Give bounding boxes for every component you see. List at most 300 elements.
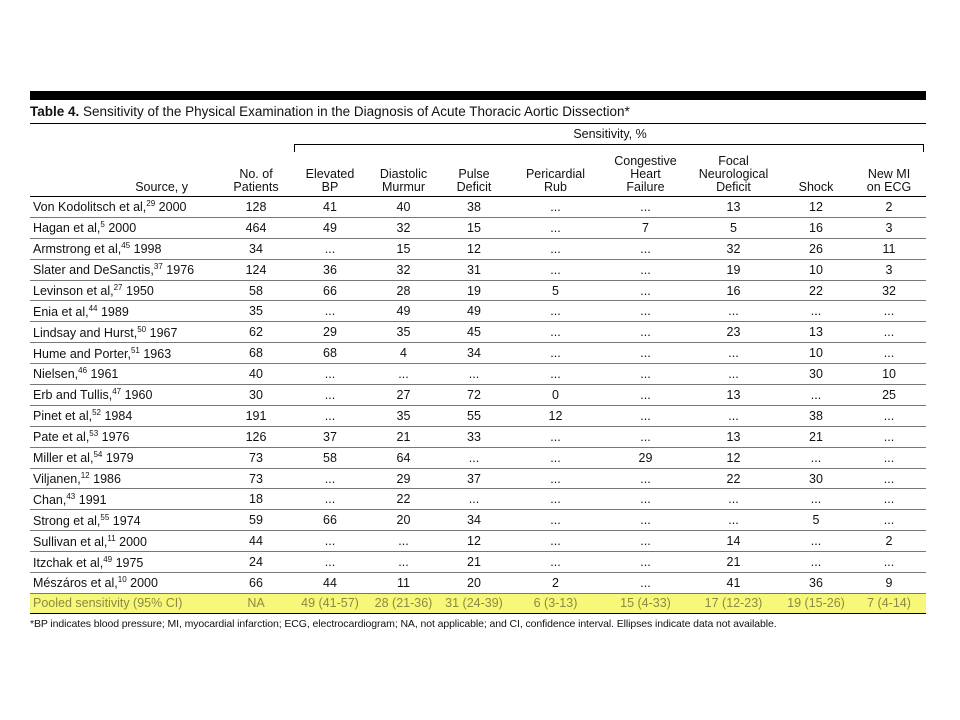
reference-number: 45	[121, 241, 131, 251]
table-footnote: *BP indicates blood pressure; MI, myocardial infarction; ECG, electrocardiogram; NA, not applicable; and CI, confidence interval. Ellipses indicate data not available.	[30, 617, 777, 630]
source-cell	[30, 468, 218, 489]
source-name: Hagan et al,	[33, 221, 101, 236]
source-cell	[30, 364, 218, 385]
value-cell: 29	[604, 447, 687, 468]
value-cell: 10	[780, 259, 852, 280]
value-cell: 73	[218, 447, 294, 468]
source-year: 1979	[102, 451, 134, 466]
value-cell: 191	[218, 405, 294, 426]
value-cell: ...	[604, 259, 687, 280]
column-header-line: Elevated	[305, 167, 355, 181]
source-cell	[30, 259, 218, 280]
column-header-line: Heart	[630, 167, 661, 181]
column-header	[366, 152, 441, 197]
value-cell: 21	[687, 552, 780, 573]
column-header-line: Failure	[626, 180, 665, 194]
value-cell: 22	[366, 489, 441, 510]
value-cell: 12	[441, 238, 507, 259]
value-cell: ...	[604, 531, 687, 552]
value-cell: ...	[604, 468, 687, 489]
value-cell: ...	[780, 447, 852, 468]
column-header-line: Focal	[718, 154, 749, 168]
table-row	[30, 531, 926, 552]
value-cell: 22	[687, 468, 780, 489]
value-cell: ...	[507, 322, 604, 343]
value-cell: 26	[780, 238, 852, 259]
value-cell: 13	[687, 385, 780, 406]
table-number: Table 4.	[30, 104, 80, 119]
value-cell: ...	[604, 343, 687, 364]
source-cell	[30, 426, 218, 447]
value-cell: ...	[294, 301, 366, 322]
value-cell: ...	[507, 217, 604, 238]
source-name: Hume and Porter,	[33, 346, 131, 361]
value-cell: 2	[852, 531, 926, 552]
value-cell: 73	[218, 468, 294, 489]
value-cell: 72	[441, 385, 507, 406]
value-cell: ...	[604, 510, 687, 531]
column-header-line: Patients	[233, 180, 279, 194]
value-cell: 32	[852, 280, 926, 301]
value-cell: 58	[218, 280, 294, 301]
column-header-line: Shock	[798, 180, 834, 194]
value-cell: ...	[294, 364, 366, 385]
value-cell: 58	[294, 447, 366, 468]
pooled-row	[30, 593, 926, 613]
value-cell: 24	[218, 552, 294, 573]
value-cell: 124	[218, 259, 294, 280]
source-name: Strong et al,	[33, 513, 101, 528]
value-cell: ...	[687, 301, 780, 322]
source-cell	[30, 343, 218, 364]
source-year: 1975	[112, 555, 144, 570]
table-row	[30, 489, 926, 510]
value-cell: 19	[441, 280, 507, 301]
value-cell: 19	[687, 259, 780, 280]
value-cell: ...	[507, 426, 604, 447]
column-header	[507, 152, 604, 197]
column-header	[852, 152, 926, 197]
value-cell: 13	[780, 322, 852, 343]
reference-number: 43	[66, 491, 76, 501]
value-cell: 36	[294, 259, 366, 280]
value-cell: ...	[604, 426, 687, 447]
source-year: 1976	[162, 263, 195, 278]
table-row	[30, 405, 926, 426]
pooled-value: 28 (21-36)	[366, 593, 441, 613]
value-cell: 21	[780, 426, 852, 447]
source-cell	[30, 531, 218, 552]
value-cell: 34	[441, 343, 507, 364]
value-cell: 41	[294, 197, 366, 218]
value-cell: ...	[441, 364, 507, 385]
value-cell: ...	[780, 489, 852, 510]
table-row	[30, 573, 926, 594]
value-cell: 126	[218, 426, 294, 447]
source-cell	[30, 405, 218, 426]
column-header	[687, 152, 780, 197]
value-cell: 68	[218, 343, 294, 364]
value-cell: ...	[780, 531, 852, 552]
pooled-value: NA	[218, 593, 294, 613]
source-year: 1991	[75, 492, 107, 507]
source-year: 2000	[126, 576, 158, 591]
sensitivity-table	[30, 124, 926, 614]
value-cell: ...	[507, 468, 604, 489]
source-name: Viljanen,	[33, 472, 81, 487]
value-cell: ...	[780, 385, 852, 406]
value-cell: 34	[441, 510, 507, 531]
pooled-label: Pooled sensitivity (95% CI)	[30, 593, 218, 613]
value-cell: ...	[604, 280, 687, 301]
pooled-value: 19 (15-26)	[780, 593, 852, 613]
value-cell: ...	[507, 197, 604, 218]
value-cell: ...	[852, 468, 926, 489]
value-cell: 3	[852, 217, 926, 238]
value-cell: 49	[294, 217, 366, 238]
value-cell: 29	[294, 322, 366, 343]
top-rule	[30, 91, 926, 100]
value-cell: 33	[441, 426, 507, 447]
source-name: Miller et al,	[33, 451, 94, 466]
value-cell: ...	[852, 447, 926, 468]
value-cell: ...	[507, 301, 604, 322]
value-cell: ...	[604, 364, 687, 385]
source-cell	[30, 280, 218, 301]
source-year: 2000	[115, 534, 147, 549]
value-cell: 31	[441, 259, 507, 280]
value-cell: ...	[294, 531, 366, 552]
value-cell: 66	[294, 280, 366, 301]
value-cell: ...	[852, 426, 926, 447]
source-name: Pinet et al,	[33, 409, 93, 424]
value-cell: 62	[218, 322, 294, 343]
value-cell: ...	[780, 301, 852, 322]
value-cell: ...	[604, 385, 687, 406]
value-cell: 464	[218, 217, 294, 238]
column-header-line: Source, y	[135, 180, 188, 194]
value-cell: 49	[441, 301, 507, 322]
value-cell: 37	[294, 426, 366, 447]
column-header-line: No. of	[239, 167, 273, 181]
source-cell	[30, 573, 218, 594]
source-year: 1986	[89, 472, 121, 487]
source-cell	[30, 197, 218, 218]
source-name: Chan,	[33, 492, 67, 507]
value-cell: 20	[366, 510, 441, 531]
table-body	[30, 197, 926, 614]
value-cell: ...	[294, 552, 366, 573]
table-row	[30, 197, 926, 218]
value-cell: 9	[852, 573, 926, 594]
source-name: Erb and Tullis,	[33, 388, 113, 403]
table-row	[30, 364, 926, 385]
table-row	[30, 280, 926, 301]
value-cell: 12	[441, 531, 507, 552]
value-cell: 128	[218, 197, 294, 218]
table-row	[30, 447, 926, 468]
value-cell: 41	[687, 573, 780, 594]
pooled-value: 15 (4-33)	[604, 593, 687, 613]
table-row	[30, 385, 926, 406]
column-header	[604, 152, 687, 197]
source-name: Armstrong et al,	[33, 242, 122, 257]
value-cell: ...	[604, 322, 687, 343]
source-cell	[30, 552, 218, 573]
value-cell: ...	[852, 405, 926, 426]
source-name: Sullivan et al,	[33, 534, 108, 549]
value-cell: 44	[294, 573, 366, 594]
reference-number: 50	[137, 324, 147, 334]
value-cell: 28	[366, 280, 441, 301]
value-cell: ...	[852, 489, 926, 510]
value-cell: 32	[366, 259, 441, 280]
value-cell: 13	[687, 426, 780, 447]
table-row	[30, 552, 926, 573]
pooled-value: 49 (41-57)	[294, 593, 366, 613]
table-row	[30, 217, 926, 238]
value-cell: 34	[218, 238, 294, 259]
value-cell: ...	[687, 489, 780, 510]
column-header-row	[30, 152, 926, 197]
source-cell	[30, 510, 218, 531]
column-header-line: Congestive	[614, 154, 677, 168]
value-cell: ...	[604, 238, 687, 259]
value-cell: ...	[687, 510, 780, 531]
value-cell: ...	[441, 447, 507, 468]
value-cell: ...	[507, 259, 604, 280]
value-cell: ...	[366, 531, 441, 552]
source-name: Slater and DeSanctis,	[33, 263, 154, 278]
source-name: Mészáros et al,	[33, 576, 118, 591]
reference-number: 49	[103, 554, 113, 564]
value-cell: ...	[507, 238, 604, 259]
value-cell: 4	[366, 343, 441, 364]
source-name: Lindsay and Hurst,	[33, 325, 138, 340]
value-cell: ...	[687, 343, 780, 364]
value-cell: 3	[852, 259, 926, 280]
value-cell: ...	[604, 489, 687, 510]
value-cell: ...	[507, 489, 604, 510]
value-cell: ...	[507, 343, 604, 364]
pooled-value: 6 (3-13)	[507, 593, 604, 613]
column-header-line: Deficit	[716, 180, 751, 194]
value-cell: ...	[294, 238, 366, 259]
table-row	[30, 426, 926, 447]
value-cell: ...	[852, 552, 926, 573]
column-header-line: Neurological	[698, 167, 769, 181]
source-cell	[30, 322, 218, 343]
source-year: 1960	[121, 388, 153, 403]
value-cell: ...	[852, 343, 926, 364]
source-name: Enia et al,	[33, 304, 89, 319]
value-cell: 2	[507, 573, 604, 594]
source-cell	[30, 238, 218, 259]
source-name: Von Kodolitsch et al,	[33, 200, 147, 215]
column-header	[294, 152, 366, 197]
table-row	[30, 510, 926, 531]
value-cell: ...	[604, 301, 687, 322]
value-cell: ...	[604, 197, 687, 218]
value-cell: ...	[780, 552, 852, 573]
reference-number: 53	[89, 429, 99, 439]
value-cell: ...	[687, 405, 780, 426]
reference-number: 55	[100, 512, 110, 522]
source-year: 2000	[104, 221, 137, 236]
value-cell: 35	[366, 322, 441, 343]
table-document	[30, 91, 926, 630]
reference-number: 47	[112, 387, 122, 397]
reference-number: 51	[130, 345, 140, 355]
source-year: 1950	[122, 284, 154, 299]
source-cell	[30, 489, 218, 510]
value-cell: 20	[441, 573, 507, 594]
column-header	[218, 152, 294, 197]
reference-number: 52	[92, 408, 101, 418]
value-cell: 22	[780, 280, 852, 301]
value-cell: 5	[687, 217, 780, 238]
value-cell: 12	[687, 447, 780, 468]
value-cell: 13	[687, 197, 780, 218]
source-name: Pate et al,	[33, 430, 90, 445]
column-header-line: Pulse	[458, 167, 490, 181]
value-cell: 12	[780, 197, 852, 218]
value-cell: 21	[441, 552, 507, 573]
value-cell: 12	[507, 405, 604, 426]
value-cell: ...	[441, 489, 507, 510]
value-cell: 2	[852, 197, 926, 218]
source-year: 1963	[139, 346, 172, 361]
reference-number: 29	[146, 199, 156, 209]
value-cell: 16	[780, 217, 852, 238]
value-cell: 44	[218, 531, 294, 552]
source-name: Levinson et al,	[33, 284, 114, 299]
column-header-line: Murmur	[381, 180, 426, 194]
value-cell: ...	[507, 531, 604, 552]
value-cell: 68	[294, 343, 366, 364]
column-header-line: Rub	[544, 180, 567, 194]
source-year: 2000	[155, 200, 187, 215]
reference-number: 12	[80, 470, 90, 480]
value-cell: 27	[366, 385, 441, 406]
table-row	[30, 343, 926, 364]
value-cell: 35	[366, 405, 441, 426]
value-cell: 30	[780, 468, 852, 489]
value-cell: 21	[366, 426, 441, 447]
value-cell: ...	[604, 405, 687, 426]
table-title	[30, 103, 926, 121]
value-cell: ...	[294, 489, 366, 510]
source-name: Nielsen,	[33, 367, 79, 382]
source-year: 1976	[98, 430, 130, 445]
value-cell: 10	[852, 364, 926, 385]
column-header-line: Diastolic	[379, 167, 428, 181]
value-cell: 36	[780, 573, 852, 594]
value-cell: 0	[507, 385, 604, 406]
value-cell: 30	[780, 364, 852, 385]
value-cell: 15	[441, 217, 507, 238]
source-cell	[30, 301, 218, 322]
pooled-value: 17 (12-23)	[687, 593, 780, 613]
value-cell: ...	[604, 552, 687, 573]
value-cell: ...	[366, 364, 441, 385]
value-cell: ...	[852, 510, 926, 531]
reference-number: 11	[107, 533, 116, 543]
value-cell: 49	[366, 301, 441, 322]
source-year: 1984	[100, 409, 133, 424]
value-cell: 35	[218, 301, 294, 322]
value-cell: 66	[294, 510, 366, 531]
value-cell: ...	[687, 364, 780, 385]
value-cell: 5	[780, 510, 852, 531]
column-header-line: Pericardial	[525, 167, 586, 181]
value-cell: 64	[366, 447, 441, 468]
value-cell: ...	[294, 468, 366, 489]
value-cell: 55	[441, 405, 507, 426]
value-cell: ...	[852, 301, 926, 322]
value-cell: 59	[218, 510, 294, 531]
value-cell: ...	[294, 405, 366, 426]
value-cell: 66	[218, 573, 294, 594]
value-cell: 25	[852, 385, 926, 406]
value-cell: ...	[507, 510, 604, 531]
table-row	[30, 468, 926, 489]
value-cell: 30	[218, 385, 294, 406]
reference-number: 46	[78, 366, 88, 376]
source-cell	[30, 385, 218, 406]
table-caption: Sensitivity of the Physical Examination in the Diagnosis of Acute Thoracic Aortic Dissection*	[79, 104, 630, 119]
value-cell: 16	[687, 280, 780, 301]
column-header-line: New MI	[867, 167, 911, 181]
value-cell: 5	[507, 280, 604, 301]
column-header	[441, 152, 507, 197]
value-cell: 29	[366, 468, 441, 489]
value-cell: 40	[366, 197, 441, 218]
value-cell: 15	[366, 238, 441, 259]
value-cell: ...	[604, 573, 687, 594]
source-year: 1974	[109, 513, 141, 528]
reference-number: 37	[153, 262, 163, 272]
reference-number: 10	[117, 575, 127, 585]
column-header	[30, 152, 218, 197]
value-cell: 10	[780, 343, 852, 364]
source-year: 1961	[87, 367, 119, 382]
column-header-line: BP	[321, 180, 339, 194]
group-header: Sensitivity, %	[573, 127, 647, 141]
source-year: 1989	[97, 304, 129, 319]
value-cell: 38	[780, 405, 852, 426]
value-cell: ...	[366, 552, 441, 573]
source-cell	[30, 217, 218, 238]
value-cell: 11	[366, 573, 441, 594]
value-cell: ...	[294, 385, 366, 406]
column-header-line: on ECG	[866, 180, 912, 194]
value-cell: 23	[687, 322, 780, 343]
value-cell: ...	[507, 364, 604, 385]
value-cell: 37	[441, 468, 507, 489]
bracket-row	[30, 144, 926, 152]
column-header-line: Deficit	[456, 180, 492, 194]
table-row	[30, 238, 926, 259]
reference-number: 54	[93, 450, 103, 460]
reference-number: 5	[100, 220, 105, 230]
table-row	[30, 259, 926, 280]
value-cell: 18	[218, 489, 294, 510]
value-cell: 11	[852, 238, 926, 259]
source-year: 1998	[130, 242, 162, 257]
table-row	[30, 301, 926, 322]
source-name: Itzchak et al,	[33, 555, 104, 570]
